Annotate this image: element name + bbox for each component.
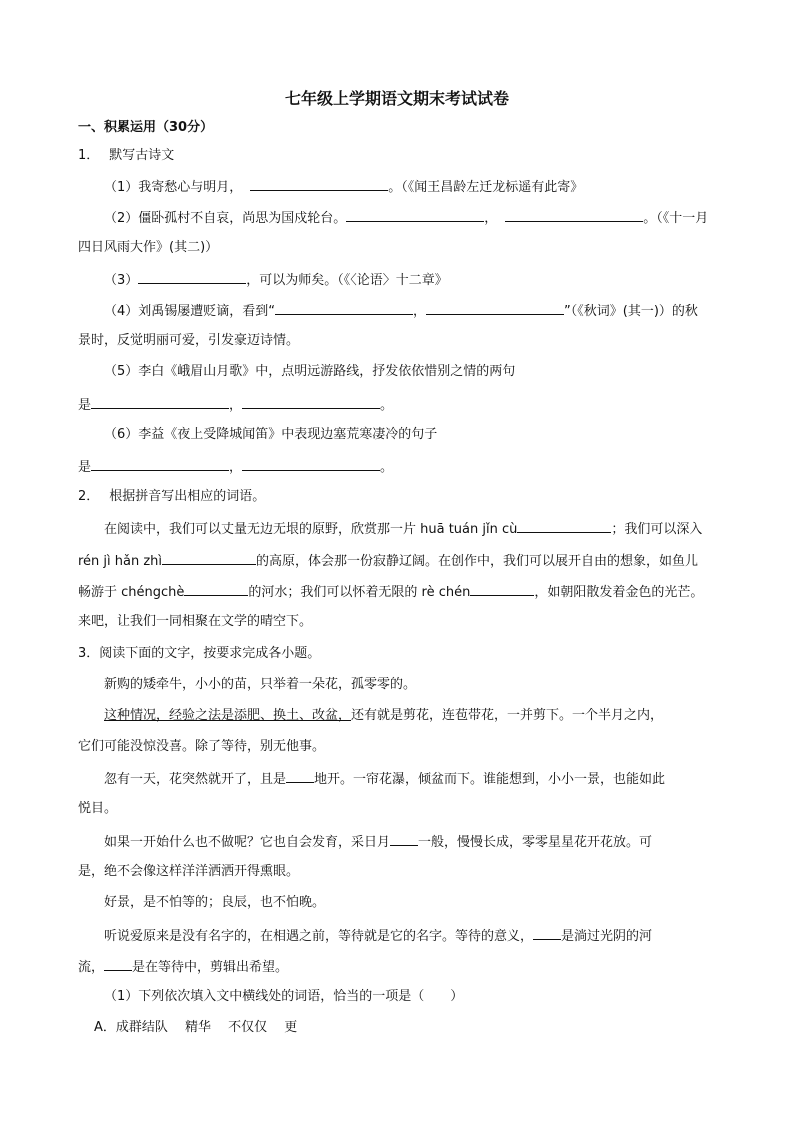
question-3-stem	[78, 644, 320, 664]
passage-para-6-cont	[78, 956, 288, 978]
punctuation: ，	[229, 460, 243, 475]
item-text: （1）我寄愁心与明月，	[104, 180, 243, 195]
q1-item-2-cont: 四日风雨大作》(其二)）	[78, 240, 219, 255]
page-title: 七年级上学期语文期末考试试卷	[284, 89, 509, 108]
item-text: 如果一开始什么也不做呢？它也自会发育，采日月	[104, 835, 391, 850]
item-text: 一般，慢慢长成，零零星星花开花放。可	[418, 835, 653, 850]
question-text: 默写古诗文	[109, 148, 175, 163]
q1-item-6: （6）李益《夜上受降城闻笛》中表现边塞荒寒凄冷的句子	[104, 427, 438, 442]
answer-blank[interactable]	[426, 300, 564, 315]
item-text: 是	[78, 460, 92, 475]
item-text: 地开。一帘花瀑，倾盆而下。谁能想到，小小一景，也能如此	[314, 772, 666, 787]
item-text: 的河水；我们可以怀着无限的 rè chén	[248, 585, 471, 600]
passage-para-3-cont: 悦目。	[78, 801, 118, 816]
item-text: 是	[78, 398, 92, 413]
passage-para-4	[104, 831, 652, 853]
punctuation: 。	[380, 460, 394, 475]
answer-blank[interactable]	[250, 176, 388, 191]
item-text: 。（《十一月	[643, 211, 709, 226]
q1-item-4	[104, 300, 698, 322]
item-text: 的高原，体会那一份寂静辽阔。在创作中，我们可以展开自由的想象，如鱼儿	[256, 554, 699, 569]
q1-item-2	[104, 207, 708, 229]
q2-para-line-1	[104, 518, 702, 540]
q2-para-line-4: 来吧，让我们一同相聚在文学的晴空下。	[78, 614, 313, 629]
passage-para-2-cont: 它们可能没惊没喜。除了等待，别无他事。	[78, 739, 326, 754]
option-a[interactable]: A．成群结队 精华 不仅仅 更	[94, 1020, 298, 1035]
sub-question-1: （1）下列依次填入文中横线处的词语，恰当的一项是（ ）	[104, 989, 464, 1004]
item-text: ，如朝阳散发着金色的光芒。	[534, 585, 704, 600]
item-text: （3）	[104, 273, 139, 288]
item-text: （2）僵卧孤村不自哀，尚思为国戍轮台。	[104, 211, 347, 226]
q1-item-3	[104, 269, 448, 291]
item-text: 流，	[78, 960, 105, 975]
item-text: 听说爱原来是没有名字的，在相遇之前，等待就是它的名字。等待的意义，	[104, 929, 534, 944]
q1-item-5-answer	[78, 394, 393, 416]
question-1-stem	[78, 146, 174, 166]
item-text: 。（《闻王昌龄左迁龙标遥有此寄》	[388, 180, 584, 195]
question-number: 3．	[78, 646, 100, 661]
answer-blank[interactable]	[184, 581, 248, 596]
answer-blank[interactable]	[470, 581, 534, 596]
item-text: 在阅读中，我们可以丈量无边无垠的原野，欣赏那一片 huā tuán jǐn cù	[104, 522, 518, 537]
answer-blank[interactable]	[286, 768, 314, 783]
underlined-sentence: 这种情况，经验之法是添肥、换土、改盆，	[104, 708, 352, 723]
answer-blank[interactable]	[533, 925, 561, 940]
answer-blank[interactable]	[346, 207, 484, 222]
section-heading: 一、积累运用（30分）	[78, 120, 214, 135]
item-text: 是在等待中，剪辑出希望。	[132, 960, 289, 975]
passage-para-2	[104, 706, 663, 726]
answer-blank[interactable]	[242, 394, 380, 409]
q2-para-line-3	[78, 581, 703, 603]
item-text: ，可以为师矣。（《〈论语〉十二章》	[246, 273, 448, 288]
passage-para-5: 好景，是不怕等的；良辰，也不怕晚。	[104, 895, 326, 910]
q1-item-6-answer	[78, 456, 393, 478]
question-text: 阅读下面的文字，按要求完成各小题。	[99, 646, 321, 661]
answer-blank[interactable]	[138, 269, 246, 284]
answer-blank[interactable]	[517, 518, 611, 533]
item-text: rén jì hǎn zhì	[78, 554, 163, 569]
punctuation: ，	[229, 398, 243, 413]
item-text: （4）刘禹锡屡遭贬谪，看到“	[104, 304, 276, 319]
item-text: 畅游于 chéngchè	[78, 585, 185, 600]
question-2-stem	[78, 487, 265, 507]
question-number: 2．	[78, 489, 100, 504]
passage-para-6	[104, 925, 652, 947]
answer-blank[interactable]	[91, 394, 229, 409]
q2-para-line-2	[78, 550, 698, 572]
answer-blank[interactable]	[91, 456, 229, 471]
punctuation: ，	[413, 304, 427, 319]
passage-para-1: 新购的矮牵牛，小小的苗，只举着一朵花，孤零零的。	[104, 677, 417, 692]
item-text: 是淌过光阴的河	[561, 929, 653, 944]
question-number: 1．	[78, 148, 100, 163]
answer-blank[interactable]	[162, 550, 256, 565]
punctuation: ，	[484, 211, 498, 226]
answer-blank[interactable]	[275, 300, 413, 315]
answer-blank[interactable]	[242, 456, 380, 471]
q1-item-5: （5）李白《峨眉山月歌》中，点明远游路线，抒发依依惜别之情的两句	[104, 364, 516, 379]
passage-para-3	[104, 768, 665, 790]
passage-para-4-cont: 是，绝不会像这样洋洋洒洒开得熏眼。	[78, 864, 300, 879]
punctuation: 。	[380, 398, 394, 413]
q1-item-1	[104, 176, 583, 198]
answer-blank[interactable]	[104, 956, 132, 971]
answer-blank[interactable]	[505, 207, 643, 222]
item-text: ”（《秋词》(其一)）的秋	[564, 304, 698, 319]
q1-item-4-cont: 景时，反觉明丽可爱，引发豪迈诗情。	[78, 333, 300, 348]
item-text: ；我们可以深入	[611, 522, 703, 537]
item-text: 还有就是剪花，连苞带花，一并剪下。一个半月之内，	[351, 708, 664, 723]
question-text: 根据拼音写出相应的词语。	[109, 489, 266, 504]
answer-blank[interactable]	[390, 831, 418, 846]
item-text: 忽有一天，花突然就开了，且是	[104, 772, 287, 787]
